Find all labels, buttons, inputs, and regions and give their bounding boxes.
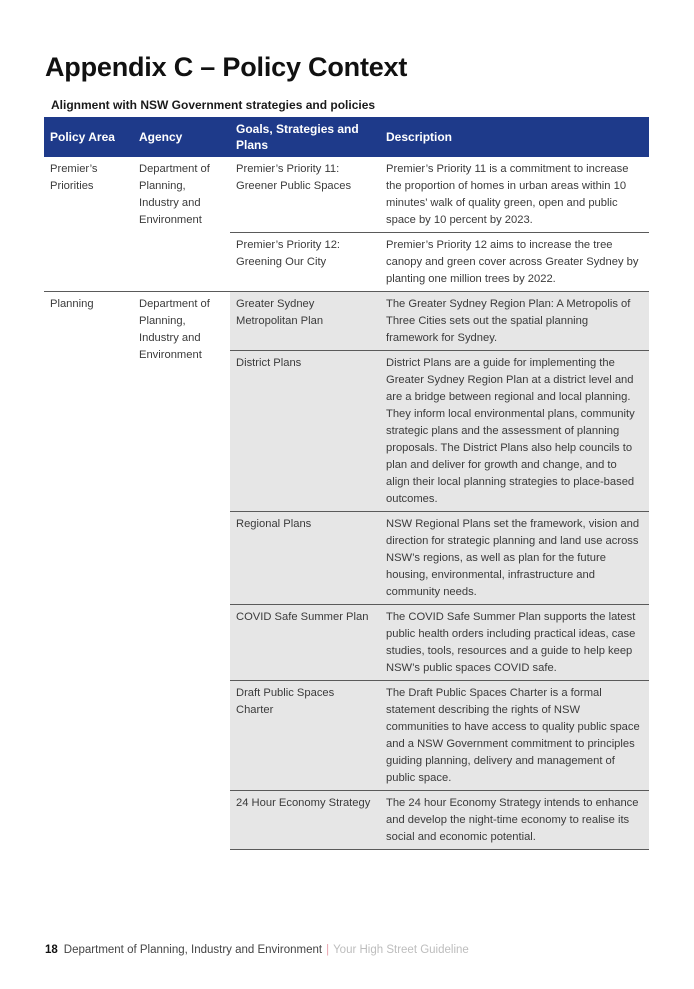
goal-cell: Premier’s Priority 12: Greening Our City [230,233,380,292]
group-planning [44,292,649,850]
description-cell: The COVID Safe Summer Plan supports the latest public health orders including practical ideas, case studies, tools, resources and a guide to help keep NSW’s public spaces COVID safe. [380,605,649,681]
goal-cell: District Plans [230,351,380,512]
goal-cell: Greater Sydney Metropolitan Plan [230,292,380,351]
agency-cell: Department of Planning, Industry and Environment [133,157,230,292]
footer-guide-title: Your High Street Guideline [333,944,469,956]
goal-cell: Draft Public Spaces Charter [230,681,380,791]
goal-cell: COVID Safe Summer Plan [230,605,380,681]
page-number: 18 [45,944,58,956]
footer-department: Department of Planning, Industry and Environment [63,944,323,956]
goal-cell: Regional Plans [230,512,380,605]
goal-cell: Premier’s Priority 11: Greener Public Spaces [230,157,380,233]
description-cell: District Plans are a guide for implementing the Greater Sydney Region Plan at a district level and are a bridge between regional and local planning. They inform local environmental plans, community strategic plans and the assessment of planning proposals. The District Plans also help councils to plan and deliver for growth and change, and to align their local planning strategies to place-based outcomes. [380,351,649,512]
header-policy-area: Policy Area [44,117,133,157]
agency-cell: Department of Planning, Industry and Environment [133,292,230,850]
goal-cell: 24 Hour Economy Strategy [230,791,380,850]
description-cell: The Greater Sydney Region Plan: A Metropolis of Three Cities sets out the spatial planning framework for Sydney. [380,292,649,351]
page-footer [45,944,469,956]
description-cell: Premier’s Priority 12 aims to increase the tree canopy and green cover across Greater Sydney by planting one million trees by 2022. [380,233,649,292]
table-header [44,117,649,157]
header-goals: Goals, Strategies and Plans [230,117,380,157]
header-row [44,117,649,157]
table-caption: Alignment with NSW Government strategies and policies [51,98,376,112]
description-cell: The 24 hour Economy Strategy intends to enhance and develop the night-time economy to realise its social and economic potential. [380,791,649,850]
policy-table [44,117,649,850]
policy-area-cell: Planning [44,292,133,850]
table-row [44,157,649,233]
table-row [44,292,649,351]
description-cell: Premier’s Priority 11 is a commitment to increase the proportion of homes in urban areas within 10 minutes’ walk of quality green, open and public space by 10 percent by 2023. [380,157,649,233]
footer-separator: | [326,944,330,956]
policy-area-cell: Premier’s Priorities [44,157,133,292]
group-premiers-priorities [44,157,649,292]
description-cell: NSW Regional Plans set the framework, vision and direction for strategic planning and land use across NSW’s regions, as well as plan for the future housing, environmental, infrastructure and community needs. [380,512,649,605]
header-description: Description [380,117,649,157]
description-cell: The Draft Public Spaces Charter is a formal statement describing the rights of NSW communities to have access to quality public space and a NSW Government commitment to principles guiding planning, delivery and management of public space. [380,681,649,791]
page-title: Appendix C – Policy Context [45,52,408,82]
header-agency: Agency [133,117,230,157]
